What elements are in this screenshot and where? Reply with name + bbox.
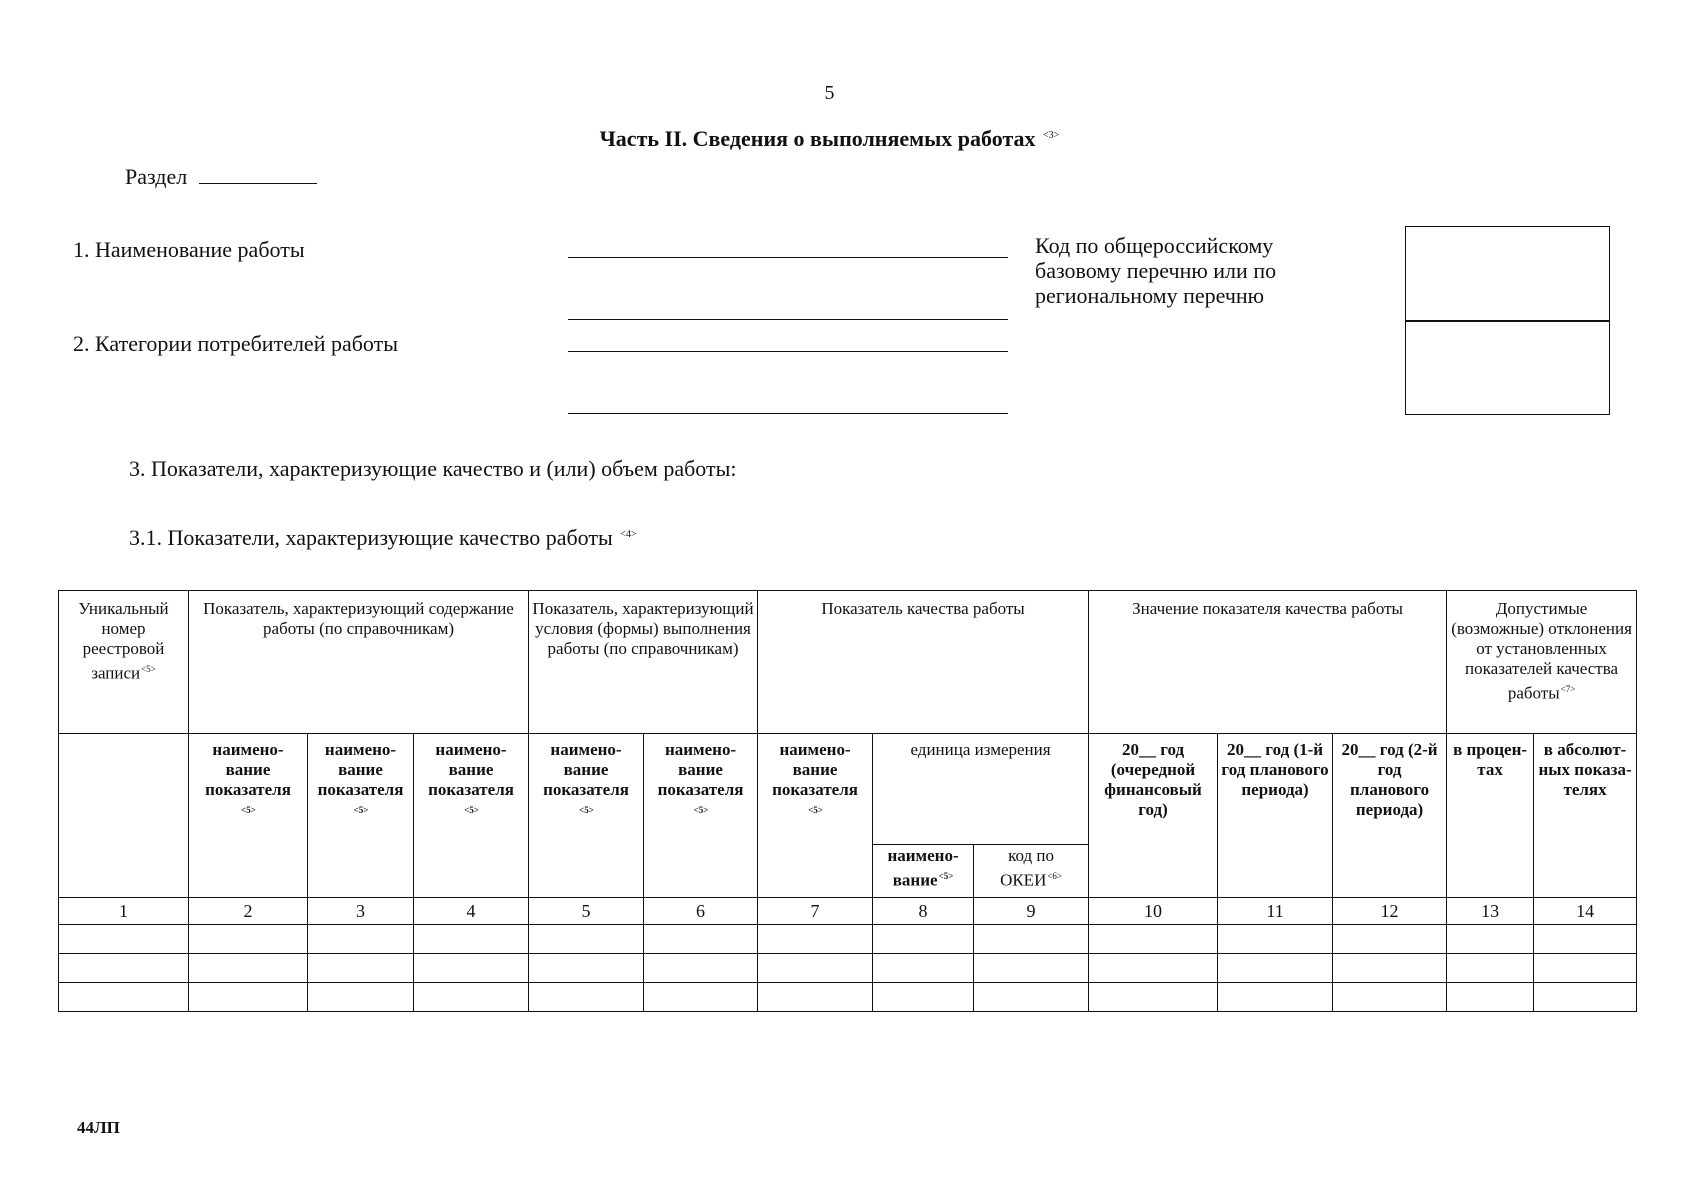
header-content-indicator: Показатель, характеризующий содержание работы (по справочникам) [189, 591, 529, 734]
quality-indicators-table [58, 590, 1637, 1012]
table-cell[interactable] [758, 954, 873, 983]
header-allowed-deviation-text: Допустимые (возможные) отклонения от установленных показателей качества работы [1451, 599, 1632, 703]
title-footnote-ref: <3> [1043, 129, 1060, 141]
table-cell[interactable] [1218, 983, 1333, 1012]
table-cell[interactable] [1089, 983, 1218, 1012]
header-quality-value: Значение показателя качества работы [1089, 591, 1447, 734]
table-cell[interactable] [414, 954, 529, 983]
table-cell[interactable] [873, 954, 974, 983]
table-cell[interactable] [529, 954, 644, 983]
table-cell[interactable] [758, 983, 873, 1012]
table-cell[interactable] [1534, 983, 1637, 1012]
table-column-numbers-row [59, 898, 1637, 925]
table-cell[interactable] [1447, 925, 1534, 954]
subheader-indicator-name-4 [414, 734, 529, 898]
header-conditions-indicator: Показатель, характеризующий условия (формы) выполнения работы (по справочникам) [529, 591, 758, 734]
table-cell[interactable] [1534, 954, 1637, 983]
subheader-year-current: 20__ год (очередной финансовый год) [1089, 734, 1218, 898]
work-name-line-2[interactable] [568, 319, 1008, 320]
table-row [59, 954, 1637, 983]
header-allowed-deviation-ref: <7> [1560, 684, 1576, 694]
subheader-year-plan-1: 20__ год (1-й год планового периода) [1218, 734, 1333, 898]
table-cell[interactable] [1333, 983, 1447, 1012]
column-number: 10 [1089, 898, 1218, 925]
header-quality-indicator: Показатель качества работы [758, 591, 1089, 734]
table-cell[interactable] [1534, 925, 1637, 954]
subheader-text: наимено-вание показателя [317, 740, 404, 799]
code-box-upper[interactable] [1405, 226, 1610, 322]
title-text: Часть II. Сведения о выполняемых работах [599, 126, 1036, 151]
table-cell[interactable] [1089, 954, 1218, 983]
column-number: 4 [414, 898, 529, 925]
subheader-ref: <5> [579, 805, 594, 815]
work-name-line-1[interactable] [568, 257, 1008, 258]
code-box-lower[interactable] [1405, 320, 1610, 415]
unit-name-ref: <5> [938, 871, 954, 881]
table-cell[interactable] [873, 925, 974, 954]
table-cell[interactable] [644, 925, 758, 954]
subheader-indicator-name-2 [189, 734, 308, 898]
column-number: 5 [529, 898, 644, 925]
table-cell[interactable] [308, 954, 414, 983]
section-3-1-heading [129, 525, 637, 551]
section-3-1-footnote-ref: <4> [620, 528, 637, 540]
subheader-indicator-name-5 [529, 734, 644, 898]
column-number: 9 [974, 898, 1089, 925]
subheader-text: наимено-вание показателя [205, 740, 291, 799]
table-cell[interactable] [974, 983, 1089, 1012]
table-row [59, 925, 1637, 954]
column-number: 1 [59, 898, 189, 925]
work-name-label: 1. Наименование работы [73, 237, 305, 262]
column-number: 14 [1534, 898, 1637, 925]
consumer-categories-label: 2. Категории потребителей работы [73, 331, 399, 356]
table-cell[interactable] [189, 925, 308, 954]
table-cell[interactable] [414, 983, 529, 1012]
section-label: Раздел [125, 164, 188, 189]
table-cell[interactable] [1333, 954, 1447, 983]
section-3-heading: 3. Показатели, характеризующие качество и (или) объем работы: [129, 456, 737, 481]
table-cell[interactable] [59, 983, 189, 1012]
column-number: 12 [1333, 898, 1447, 925]
column-number: 6 [644, 898, 758, 925]
subheader-ref: <5> [808, 805, 823, 815]
column-number: 8 [873, 898, 974, 925]
column-number: 3 [308, 898, 414, 925]
subheader-indicator-name-3 [308, 734, 414, 898]
header-unique-number [59, 591, 189, 734]
subheader-indicator-name-6 [644, 734, 758, 898]
unit-okei-ref: <6> [1047, 871, 1062, 881]
subheader-indicator-name-7 [758, 734, 873, 898]
subheader-ref: <5> [693, 805, 709, 815]
subheader-text: наимено-вание показателя [428, 740, 514, 799]
column-number: 11 [1218, 898, 1333, 925]
cell-unique-number-sub[interactable] [59, 734, 189, 898]
subheader-text: наимено-вание показателя [772, 740, 858, 799]
footer-code: 44ЛП [77, 1118, 120, 1137]
table-cell[interactable] [59, 925, 189, 954]
header-unique-number-text: Уникальный номер реестровой записи [78, 599, 169, 683]
section-blank[interactable] [199, 165, 317, 184]
table-cell[interactable] [873, 983, 974, 1012]
subheader-unit-name [873, 845, 974, 898]
table-cell[interactable] [644, 954, 758, 983]
table-cell[interactable] [1447, 983, 1534, 1012]
header-allowed-deviation [1447, 591, 1637, 734]
subheader-absolute: в абсолют-ных показа-телях [1534, 734, 1637, 898]
subheader-text: наимено-вание показателя [543, 740, 629, 799]
table-header-row [59, 591, 1637, 734]
table-cell[interactable] [59, 954, 189, 983]
table-cell[interactable] [529, 983, 644, 1012]
section-3-1-text: 3.1. Показатели, характеризующие качество работы [129, 525, 613, 550]
page-title [0, 126, 1659, 152]
table-row [59, 983, 1637, 1012]
subheader-unit: единица измерения [873, 734, 1089, 845]
subheader-ref: <5> [353, 805, 369, 815]
subheader-year-plan-2: 20__ год (2-й год планового периода) [1333, 734, 1447, 898]
table-cell[interactable] [189, 983, 308, 1012]
table-cell[interactable] [974, 954, 1089, 983]
unit-okei-text: код по ОКЕИ [1000, 846, 1054, 890]
table-cell[interactable] [974, 925, 1089, 954]
table-cell[interactable] [189, 954, 308, 983]
subheader-unit-okei [974, 845, 1089, 898]
table-subheader-row [59, 734, 1637, 845]
table-cell[interactable] [414, 925, 529, 954]
header-unique-number-ref: <5> [141, 664, 156, 674]
subheader-ref: <5> [241, 805, 256, 815]
subheader-ref: <5> [464, 805, 479, 815]
code-label: Код по общероссийскому базовому перечню или по региональному перечню [1035, 233, 1277, 308]
table-cell[interactable] [644, 983, 758, 1012]
column-number: 2 [189, 898, 308, 925]
subheader-text: наимено-вание показателя [657, 740, 744, 799]
table-cell[interactable] [1333, 925, 1447, 954]
column-number: 13 [1447, 898, 1534, 925]
subheader-percent: в процен-тах [1447, 734, 1534, 898]
unit-name-text: наимено-вание [887, 846, 959, 890]
page-number: 5 [824, 82, 835, 104]
consumer-categories-line-1[interactable] [568, 351, 1008, 352]
section-field [125, 164, 317, 190]
table-cell[interactable] [529, 925, 644, 954]
table-cell[interactable] [1218, 925, 1333, 954]
consumer-categories-line-2[interactable] [568, 413, 1008, 414]
table-cell[interactable] [308, 983, 414, 1012]
table-cell[interactable] [1218, 954, 1333, 983]
table-cell[interactable] [308, 925, 414, 954]
table-cell[interactable] [1089, 925, 1218, 954]
table-cell[interactable] [1447, 954, 1534, 983]
column-number: 7 [758, 898, 873, 925]
table-cell[interactable] [758, 925, 873, 954]
